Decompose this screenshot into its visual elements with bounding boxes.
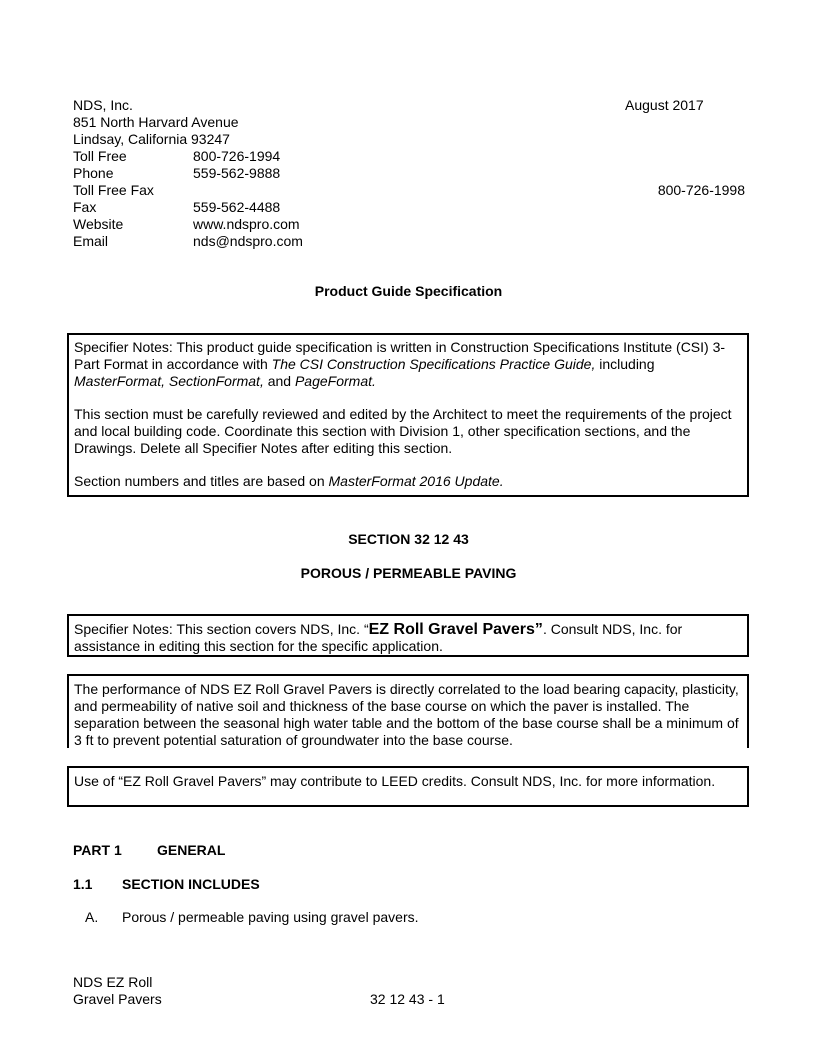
document-title: Product Guide Specification xyxy=(314,283,503,299)
contact-value[interactable]: nds@ndspro.com xyxy=(193,233,303,249)
note-paragraph xyxy=(74,473,742,490)
contact-label: Email xyxy=(73,233,109,249)
note-paragraph xyxy=(74,339,742,390)
part-number: PART 1 xyxy=(73,842,122,858)
specifier-note-box xyxy=(67,766,749,807)
footer-line: NDS EZ Roll xyxy=(73,974,153,990)
company-name: NDS, Inc. xyxy=(73,97,133,113)
contact-value: 559-562-9888 xyxy=(193,165,281,181)
specifier-note-box xyxy=(67,333,749,497)
issue-date: August 2017 xyxy=(625,97,704,113)
part-title: GENERAL xyxy=(157,842,226,858)
contact-phone xyxy=(73,165,753,182)
city-address: Lindsay, California 93247 xyxy=(73,131,230,147)
contact-label: Phone xyxy=(73,165,114,181)
contact-label: Website xyxy=(73,216,124,232)
note-paragraph: This section must be carefully reviewed and edited by the Architect to meet the requirements of the project and local building code. Coordinate this section with Division 1, other specification sections, and the Drawings. Delete all Specifier Notes after editing this section. xyxy=(74,406,732,456)
contact-label: Toll Free Fax xyxy=(73,182,154,198)
contact-label: Toll Free xyxy=(73,148,127,164)
note-text: and xyxy=(263,373,295,389)
part-heading xyxy=(73,842,225,859)
note-italic: PageFormat. xyxy=(294,373,376,389)
article-heading xyxy=(73,876,260,893)
contact-value[interactable]: www.ndspro.com xyxy=(193,216,300,232)
article-title: SECTION INCLUDES xyxy=(122,876,260,892)
note-paragraph: Use of “EZ Roll Gravel Pavers” may contribute to LEED credits. Consult NDS, Inc. for more information. xyxy=(74,773,716,789)
contact-website xyxy=(73,216,753,233)
contact-toll-free-fax xyxy=(73,182,753,199)
contact-email xyxy=(73,233,753,250)
section-name: POROUS / PERMEABLE PAVING xyxy=(300,565,517,581)
note-paragraph: The performance of NDS EZ Roll Gravel Pavers is directly correlated to the load bearing capacity, plasticity, and permeability of native soil and thickness of the base course on which the paver is installed. The separation between the seasonal high water table and the bottom of the base course shall be a minimum of 3 ft to prevent potential saturation of groundwater into the base course. xyxy=(74,681,739,748)
street-address: 851 North Harvard Avenue xyxy=(73,114,239,130)
paragraph-text: Porous / permeable paving using gravel pavers. xyxy=(122,909,419,925)
contact-value: 800-726-1994 xyxy=(193,148,281,164)
footer-document-name xyxy=(73,974,162,1008)
note-paragraph xyxy=(74,621,742,655)
product-name: EZ Roll Gravel Pavers” xyxy=(368,621,543,638)
paragraph-letter: A. xyxy=(85,909,99,925)
page-number: 32 12 43 - 1 xyxy=(370,991,445,1007)
note-italic: MasterFormat, SectionFormat, xyxy=(74,373,264,389)
specifier-note-box xyxy=(67,614,749,657)
article-number: 1.1 xyxy=(73,876,93,892)
contact-value: 800-726-1998 xyxy=(657,182,745,198)
note-italic: The CSI Construction Specifications Practice Guide, xyxy=(271,356,596,372)
contact-fax xyxy=(73,199,753,216)
section-number: SECTION 32 12 43 xyxy=(348,531,469,547)
note-italic: MasterFormat 2016 Update. xyxy=(328,473,504,489)
contact-label: Fax xyxy=(73,199,97,215)
contact-toll-free xyxy=(73,148,753,165)
contact-value: 559-562-4488 xyxy=(193,199,281,215)
paragraph-item xyxy=(85,909,419,926)
note-text: Section numbers and titles are based on xyxy=(74,473,329,489)
specifier-note-box xyxy=(67,674,749,748)
note-text: Specifier Notes: This section covers NDS, Inc. “ xyxy=(74,621,369,637)
note-text: including xyxy=(595,356,655,372)
footer-line: Gravel Pavers xyxy=(73,991,162,1007)
note-text: Specifier Notes: This product guide specification is written in Construction Specifications Institute (CSI) 3-Part Format in accordance with xyxy=(74,339,726,372)
note-text: . Consult NDS, Inc. for assistance in editing this section for the specific application. xyxy=(74,621,683,654)
